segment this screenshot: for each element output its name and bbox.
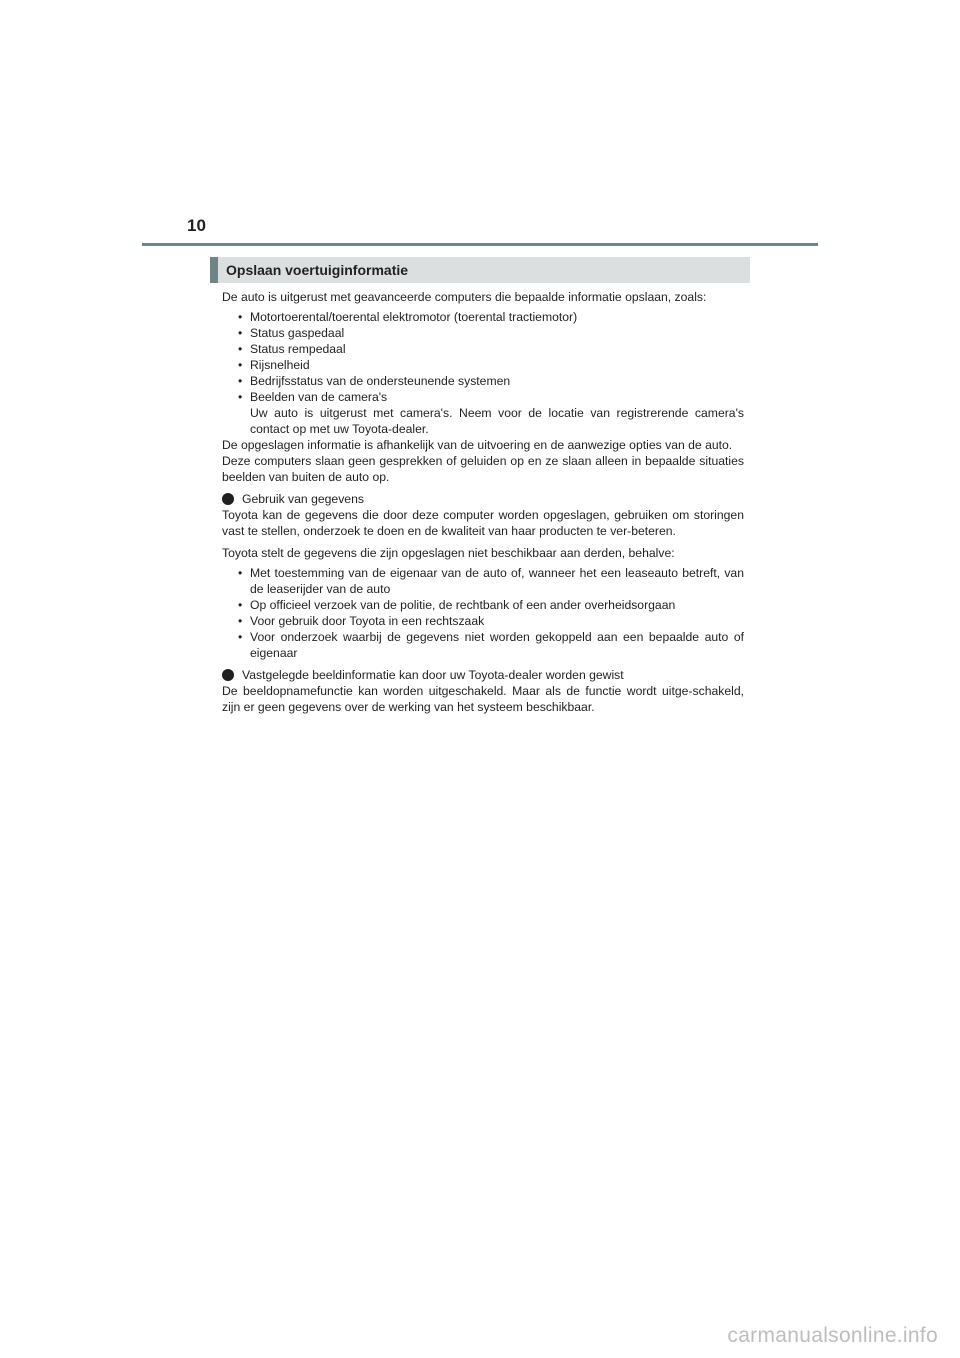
bullet-icon: • [238,598,243,612]
section-title: Opslaan voertuiginformatie [226,262,409,278]
header-rule [142,243,818,246]
bullet-icon: • [238,358,243,372]
subheading-data-usage: Gebruik van gegevens [222,491,744,507]
circle-bullet-icon [222,669,234,681]
page-number: 10 [187,216,206,235]
camera-note: Uw auto is uitgerust met camera's. Neem voor de locatie van registrerende camera's contact op met uw Toyota-dealer. [250,406,744,436]
intro-paragraph: De auto is uitgerust met geavanceerde computers die bepaalde informatie opslaan, zoals: [222,290,707,304]
subheading-image-erase: Vastgelegde beeldinformatie kan door uw Toyota-dealer worden gewist [222,667,744,683]
paragraph-no-audio: Deze computers slaan geen gesprekken of geluiden op en ze slaan alleen in bepaalde situaties beelden van buiten de auto op. [222,454,744,484]
watermark: carmanualsonline.info [727,1324,938,1347]
bullet-icon: • [238,630,243,644]
section-body [222,289,744,715]
list-item: • Bedrijfsstatus van de ondersteunende systemen [238,374,511,388]
list-item: • Motortoerental/toerental elektromotor (toerental tractiemotor) [238,310,578,324]
heading-accent-bar [210,257,218,283]
section-heading [210,257,750,283]
list-item: • Op officieel verzoek van de politie, de rechtbank of een ander overheidsorgaan [238,598,676,612]
list-item: • Status rempedaal [238,342,346,356]
paragraph-recording-disable: De beeldopnamefunctie kan worden uitgeschakeld. Maar als de functie wordt uitge-schakeld, zijn er geen gegevens over de werking van het systeem beschikbaar. [222,684,744,714]
bullet-icon: • [238,566,243,580]
list-item: • Rijsnelheid [238,358,310,372]
list-item: • Met toestemming van de eigenaar van de auto of, wanneer het een leaseauto betreft, van de leaserijder van de auto [238,566,744,596]
paragraph-options: De opgeslagen informatie is afhankelijk van de uitvoering en de aanwezige opties van de auto. [222,438,733,452]
circle-bullet-icon [222,493,234,505]
bullet-icon: • [238,390,243,404]
bullet-icon: • [238,614,243,628]
bullet-icon: • [238,342,243,356]
paragraph-data-usage: Toyota kan de gegevens die door deze computer worden opgeslagen, gebruiken om storingen vast te stellen, onderzoek te doen en de kwaliteit van haar producten te ver-beteren. [222,508,744,538]
list-item: • Beelden van de camera's Uw auto is uitgerust met camera's. Neem voor de locatie van registrerende camera's contact op met uw Toyota-dealer. [238,390,744,436]
list-item: • Voor gebruik door Toyota in een rechtszaak [238,614,485,628]
list-item: • Status gaspedaal [238,326,345,340]
bullet-icon: • [238,374,243,388]
bullet-icon: • [238,310,243,324]
bullet-icon: • [238,326,243,340]
paragraph-third-parties: Toyota stelt de gegevens die zijn opgeslagen niet beschikbaar aan derden, behalve: [222,546,675,560]
list-item: • Voor onderzoek waarbij de gegevens niet worden gekoppeld aan een bepaalde auto of eigenaar [238,630,744,660]
stored-info-list [222,309,744,437]
exceptions-list [222,565,744,661]
